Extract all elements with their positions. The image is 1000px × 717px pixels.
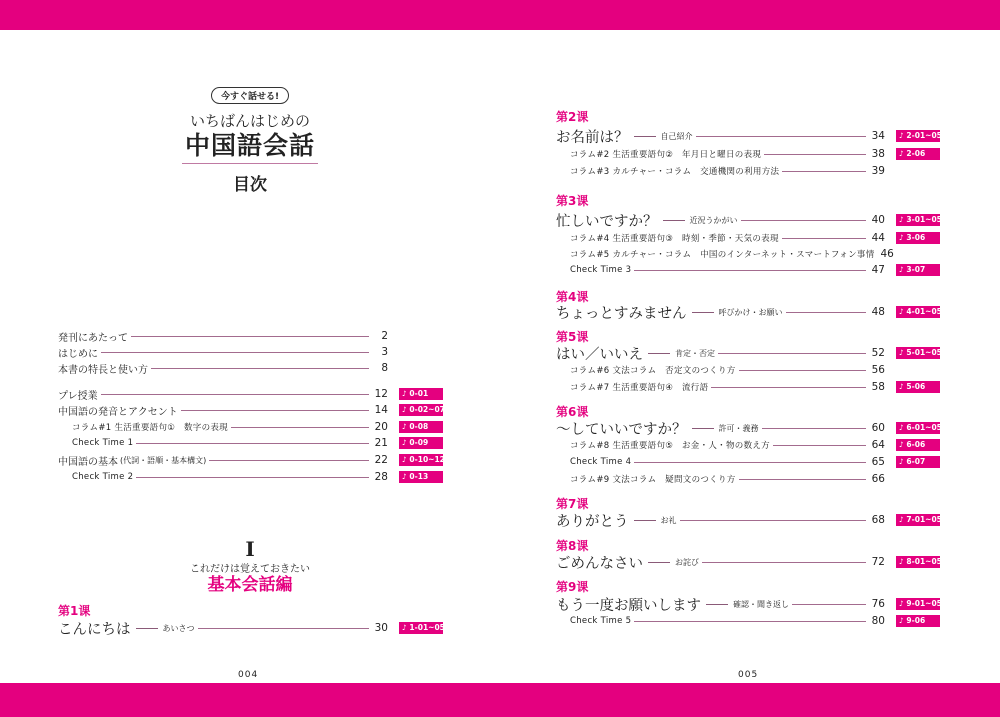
entry-title: Check Time 1: [72, 438, 134, 448]
audio-slot: [896, 165, 940, 177]
leader-line: [634, 462, 866, 463]
entry-title: コラム#1 生活重要語句① 数字の表現: [72, 423, 228, 433]
leader-line: [739, 370, 866, 371]
entry-title: Check Time 3: [570, 265, 632, 275]
section-heading: [150, 538, 350, 595]
entry-title: ～していいですか？: [556, 421, 687, 438]
audio-slot: [896, 381, 940, 393]
audio-slot: [896, 615, 940, 627]
audio-track-badge[interactable]: ♪ 4-01~05: [896, 306, 940, 318]
page-number: 34: [871, 130, 885, 142]
entry-title: はい／いいえ: [556, 346, 643, 363]
book-subtitle: いちばんはじめの: [189, 112, 310, 130]
audio-track-badge[interactable]: ♪ 9-01~05: [896, 598, 940, 610]
lesson-heading: 第6课: [556, 405, 589, 419]
audio-track-badge[interactable]: ♪ 0-02~07: [399, 404, 443, 416]
page-number: 48: [871, 306, 885, 318]
toc-entry[interactable]: [58, 386, 443, 402]
audio-slot: [399, 388, 443, 400]
leader-line: [741, 220, 867, 221]
entry-subtitle: あいさつ: [162, 623, 195, 633]
entry-title: コラム#9 文法コラム 疑問文のつくり方: [570, 475, 736, 485]
audio-track-badge[interactable]: ♪ 1-01~05: [399, 622, 443, 634]
leader-line: [762, 428, 867, 429]
page-number: 22: [374, 454, 388, 466]
audio-slot: [896, 364, 940, 376]
lesson-heading: 第4课: [556, 290, 589, 304]
leader-line: [151, 368, 369, 369]
page-number: 58: [871, 381, 885, 393]
toc-entry[interactable]: [570, 613, 940, 629]
lesson-heading: 第9课: [556, 580, 589, 594]
audio-slot: [896, 556, 940, 568]
page-number: 52: [871, 347, 885, 359]
page-number-right: 005: [738, 670, 759, 680]
entry-subtitle: 呼びかけ・お願い: [718, 307, 783, 317]
leader-line: [773, 445, 866, 446]
page-number: 46: [880, 248, 894, 260]
audio-track-badge[interactable]: ♪ 6-01~05: [896, 422, 940, 434]
leader-line: [764, 154, 866, 155]
dash-divider: [663, 220, 685, 221]
dash-divider: [692, 312, 714, 313]
toc-entry[interactable]: [58, 344, 443, 360]
audio-slot: [399, 454, 443, 466]
lesson-heading: 第3课: [556, 194, 589, 208]
entry-title: コラム#5 カルチャー・コラム 中国のインターネット・スマートフォン事情: [570, 250, 875, 260]
audio-slot: [896, 232, 940, 244]
toc-entry[interactable]: [556, 554, 940, 570]
audio-track-badge[interactable]: ♪ 6-07: [896, 456, 940, 468]
audio-slot: [896, 264, 940, 276]
audio-track-badge[interactable]: ♪ 0-01: [399, 388, 443, 400]
audio-slot: [896, 422, 940, 434]
page-number-left: 004: [238, 670, 259, 680]
entry-title: 発刊にあたって: [58, 332, 128, 344]
leader-line: [680, 520, 867, 521]
toc-entry[interactable]: [556, 596, 940, 612]
audio-slot: [399, 346, 443, 358]
audio-track-badge[interactable]: ♪ 0-08: [399, 421, 443, 433]
toc-entry[interactable]: [556, 212, 940, 228]
audio-track-badge[interactable]: ♪ 7-01~05: [896, 514, 940, 526]
page-number: 56: [871, 364, 885, 376]
page-number: 39: [871, 165, 885, 177]
audio-track-badge[interactable]: ♪ 3-06: [896, 232, 940, 244]
toc-entry[interactable]: [570, 146, 940, 162]
entry-title: Check Time 5: [570, 616, 632, 626]
entry-title: ごめんなさい: [556, 555, 643, 572]
leader-line: [739, 479, 866, 480]
page-number: 68: [871, 514, 885, 526]
audio-track-badge[interactable]: ♪ 9-06: [896, 615, 940, 627]
toc-entry[interactable]: [58, 452, 443, 468]
entry-title: 中国語の基本: [58, 456, 118, 468]
page-number: 8: [381, 362, 388, 374]
dash-divider: [692, 428, 714, 429]
top-band: [0, 0, 1000, 30]
entry-subtitle: 確認・聞き返し: [733, 599, 789, 609]
audio-slot: [896, 439, 940, 451]
toc-entry[interactable]: [570, 454, 940, 470]
dash-divider: [136, 628, 158, 629]
toc-entry[interactable]: [58, 402, 443, 418]
toc-entry[interactable]: [570, 262, 940, 278]
audio-track-badge[interactable]: ♪ 8-01~05: [896, 556, 940, 568]
page-number: 3: [381, 346, 388, 358]
page-number: 64: [871, 439, 885, 451]
audio-track-badge[interactable]: ♪ 0-13: [399, 471, 443, 483]
leader-line: [696, 136, 867, 137]
leader-line: [786, 312, 867, 313]
section-numeral: I: [245, 537, 255, 561]
page-number: 14: [374, 404, 388, 416]
audio-slot: [399, 622, 443, 634]
leader-line: [181, 410, 369, 411]
page-number: 72: [871, 556, 885, 568]
title-block: [170, 84, 330, 195]
leader-line: [718, 353, 866, 354]
audio-track-badge[interactable]: ♪ 0-09: [399, 437, 443, 449]
leader-line: [209, 460, 369, 461]
audio-track-badge[interactable]: ♪ 2-01~05: [896, 130, 940, 142]
audio-slot: [896, 148, 940, 160]
audio-track-badge[interactable]: ♪ 2-06: [896, 148, 940, 160]
leader-line: [131, 336, 369, 337]
toc-entry[interactable]: [570, 163, 940, 179]
audio-slot: [896, 514, 940, 526]
catchphrase-bubble: 今すぐ話せる!: [211, 87, 289, 104]
audio-slot: [399, 404, 443, 416]
page-number: 66: [871, 473, 885, 485]
entry-subtitle: (代詞・語順・基本構文): [120, 455, 207, 465]
toc-entry[interactable]: [570, 230, 940, 246]
leader-line: [231, 427, 369, 428]
audio-slot: [896, 306, 940, 318]
audio-slot: [896, 598, 940, 610]
toc-entry[interactable]: [570, 437, 940, 453]
page-number: 44: [871, 232, 885, 244]
entry-title: もう一度お願いします: [556, 597, 701, 614]
entry-title: お名前は？: [556, 129, 629, 146]
toc-entry[interactable]: [556, 345, 940, 361]
entry-title: 中国語の発音とアクセント: [58, 406, 178, 418]
audio-slot: [896, 214, 940, 226]
toc-entry[interactable]: [556, 420, 940, 436]
entry-title: Check Time 2: [72, 472, 134, 482]
audio-slot: [905, 248, 940, 260]
page-number: 20: [374, 421, 388, 433]
lesson-heading: 第2课: [556, 110, 589, 124]
dash-divider: [634, 136, 656, 137]
entry-title: 忙しいですか？: [556, 213, 658, 230]
toc-entry[interactable]: [570, 379, 940, 395]
lesson-heading: 第1课: [58, 604, 91, 618]
entry-title: 本書の特長と使い方: [58, 364, 148, 376]
page-number: 38: [871, 148, 885, 160]
entry-subtitle: お詫び: [675, 557, 699, 567]
page-number: 40: [871, 214, 885, 226]
leader-line: [702, 562, 866, 563]
toc-entry[interactable]: [570, 246, 940, 262]
page-number: 80: [871, 615, 885, 627]
entry-title: コラム#7 生活重要語句④ 流行語: [570, 383, 709, 393]
page-number: 76: [871, 598, 885, 610]
page-number: 28: [374, 471, 388, 483]
dash-divider: [634, 520, 656, 521]
toc-entry[interactable]: [570, 471, 940, 487]
toc-heading: 目次: [233, 175, 267, 195]
page-number: 21: [374, 437, 388, 449]
audio-slot: [399, 362, 443, 374]
entry-title: プレ授業: [58, 390, 98, 402]
audio-track-badge[interactable]: ♪ 6-06: [896, 439, 940, 451]
entry-subtitle: お礼: [660, 515, 677, 525]
lesson-heading: 第7课: [556, 497, 589, 511]
page-number: 60: [871, 422, 885, 434]
entry-subtitle: 自己紹介: [660, 131, 693, 141]
toc-entry[interactable]: [556, 304, 940, 320]
entry-subtitle: 許可・義務: [718, 423, 759, 433]
audio-slot: [896, 456, 940, 468]
page-number: 30: [374, 622, 388, 634]
lesson-heading: 第5课: [556, 330, 589, 344]
audio-slot: [399, 330, 443, 342]
leader-line: [782, 238, 866, 239]
audio-track-badge[interactable]: ♪ 3-01~05: [896, 214, 940, 226]
audio-slot: [896, 130, 940, 142]
leader-line: [634, 621, 866, 622]
entry-title: ちょっとすみません: [556, 305, 687, 322]
audio-slot: [399, 437, 443, 449]
audio-slot: [399, 421, 443, 433]
leader-line: [101, 352, 369, 353]
entry-subtitle: 肯定・否定: [675, 348, 715, 358]
audio-slot: [896, 347, 940, 359]
entry-title: ありがとう: [556, 513, 629, 530]
leader-line: [198, 628, 370, 629]
toc-entry[interactable]: [72, 435, 443, 451]
entry-title: はじめに: [58, 348, 98, 360]
entry-title: Check Time 4: [570, 457, 632, 467]
page-number: 2: [381, 330, 388, 342]
leader-line: [101, 394, 369, 395]
section-title: 基本会話編: [207, 575, 293, 595]
entry-title: コラム#6 文法コラム 否定文のつくり方: [570, 366, 736, 376]
toc-entry[interactable]: [570, 362, 940, 378]
page-number: 12: [374, 388, 388, 400]
leader-line: [634, 270, 866, 271]
entry-title: コラム#2 生活重要語句② 年月日と曜日の表現: [570, 150, 762, 160]
audio-track-badge[interactable]: ♪ 5-01~05: [896, 347, 940, 359]
bottom-band: [0, 683, 1000, 717]
toc-entry[interactable]: [58, 620, 443, 636]
dash-divider: [648, 353, 670, 354]
entry-subtitle: 近況うかがい: [689, 215, 738, 225]
dash-divider: [648, 562, 670, 563]
entry-title: こんにちは: [58, 621, 131, 638]
lesson-heading: 第8课: [556, 539, 589, 553]
leader-line: [136, 443, 369, 444]
audio-slot: [896, 473, 940, 485]
audio-track-badge[interactable]: ♪ 5-06: [896, 381, 940, 393]
leader-line: [711, 387, 866, 388]
book-title: 中国語会話: [182, 131, 318, 164]
entry-title: コラム#4 生活重要語句③ 時刻・季節・天気の表現: [570, 234, 779, 244]
leader-line: [782, 171, 866, 172]
audio-track-badge[interactable]: ♪ 0-10~12: [399, 454, 443, 466]
toc-entry[interactable]: [556, 128, 940, 144]
toc-entry[interactable]: [72, 419, 443, 435]
toc-entry[interactable]: [72, 469, 443, 485]
leader-line: [136, 477, 369, 478]
leader-line: [792, 604, 866, 605]
audio-track-badge[interactable]: ♪ 3-07: [896, 264, 940, 276]
entry-title: コラム#8 生活重要語句⑤ お金・人・物の数え方: [570, 441, 770, 451]
toc-entry[interactable]: [556, 512, 940, 528]
page-number: 47: [871, 264, 885, 276]
section-caption: これだけは覚えておきたい: [190, 564, 310, 575]
page-number: 65: [871, 456, 885, 468]
dash-divider: [706, 604, 728, 605]
toc-entry[interactable]: [58, 328, 443, 344]
toc-entry[interactable]: [58, 360, 443, 376]
entry-title: コラム#3 カルチャー・コラム 交通機関の利用方法: [570, 167, 780, 177]
audio-slot: [399, 471, 443, 483]
